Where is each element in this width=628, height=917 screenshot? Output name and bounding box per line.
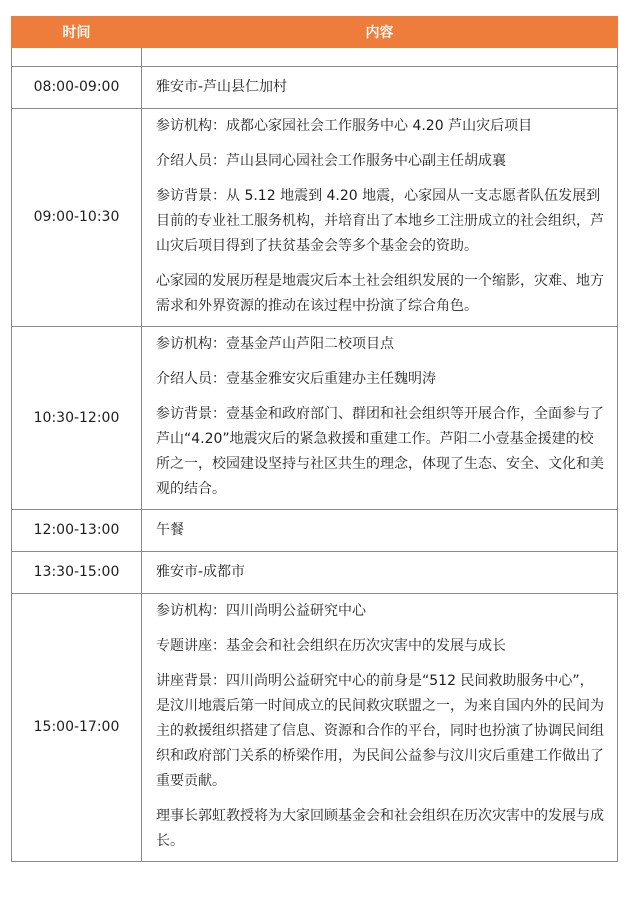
header-content: 内容 [142,17,618,48]
content-cell [142,594,618,862]
schedule-table-container [11,16,617,862]
table-row [12,109,618,327]
content-paragraph: 理事长郭虹教授将为大家回顾基金会和社会组织在历次灾害中的发展与成长。 [156,808,604,849]
content-paragraph: 参访背景：壹基金和政府部门、群团和社会组织等开展合作，全面参与了芦山“4.20”地震灾后的紧急救援和重建工作。芦阳二小壹基金援建的校所之一，校园建设坚持与社区共生的理念，体现了生态、安全、文化和美观的结合。 [156,406,604,497]
table-row [12,327,618,510]
content-cell [142,67,618,109]
time-cell: 15:00-17:00 [12,594,142,862]
content-paragraph: 雅安市-芦山县仁加村 [156,79,288,95]
content-paragraph: 参访背景：从 5.12 地震到 4.20 地震，心家园从一支志愿者队伍发展到目前的专业社工服务机构，并培育出了本地乡工注册成立的社会组织，芦山灾后项目得到了扶贫基金会等多个基金会的资助。 [156,188,604,254]
content-paragraph: 雅安市-成都市 [156,564,246,580]
header-spacer-row [12,48,618,67]
content-paragraph: 心家园的发展历程是地震灾后本土社会组织发展的一个缩影，灾难、地方需求和外界资源的推动在该过程中扮演了综合角色。 [156,273,604,314]
time-cell: 12:00-13:00 [12,510,142,552]
table-row [12,67,618,109]
time-cell: 09:00-10:30 [12,109,142,327]
table-row [12,552,618,594]
content-paragraph: 参访机构：成都心家园社会工作服务中心 4.20 芦山灾后项目 [156,118,533,134]
schedule-table [11,16,618,862]
time-cell: 10:30-12:00 [12,327,142,510]
table-header-row [12,17,618,48]
spacer-cell [142,48,618,67]
time-cell: 08:00-09:00 [12,67,142,109]
content-cell [142,552,618,594]
spacer-cell [12,48,142,67]
content-paragraph: 专题讲座：基金会和社会组织在历次灾害中的发展与成长 [156,638,506,654]
content-paragraph: 介绍人员：芦山县同心园社会工作服务中心副主任胡成襄 [156,153,506,169]
content-cell [142,109,618,327]
table-row [12,510,618,552]
header-time: 时间 [12,17,142,48]
content-cell [142,510,618,552]
content-paragraph: 讲座背景：四川尚明公益研究中心的前身是“512 民间救助服务中心”，是汶川地震后第一时间成立的民间救灾联盟之一，为来自国内外的民间为主的救援组织搭建了信息、资源和合作的平台，同时也扮演了协调民间组织和政府部门关系的桥梁作用，为民间公益参与汶川灾后重建工作做出了重要贡献。 [156,673,604,789]
content-paragraph: 介绍人员：壹基金雅安灾后重建办主任魏明涛 [156,371,436,387]
content-paragraph: 参访机构：壹基金芦山芦阳二校项目点 [156,336,394,352]
time-cell: 13:30-15:00 [12,552,142,594]
content-paragraph: 午餐 [156,522,184,538]
content-cell [142,327,618,510]
content-paragraph: 参访机构：四川尚明公益研究中心 [156,603,366,619]
table-row [12,594,618,862]
